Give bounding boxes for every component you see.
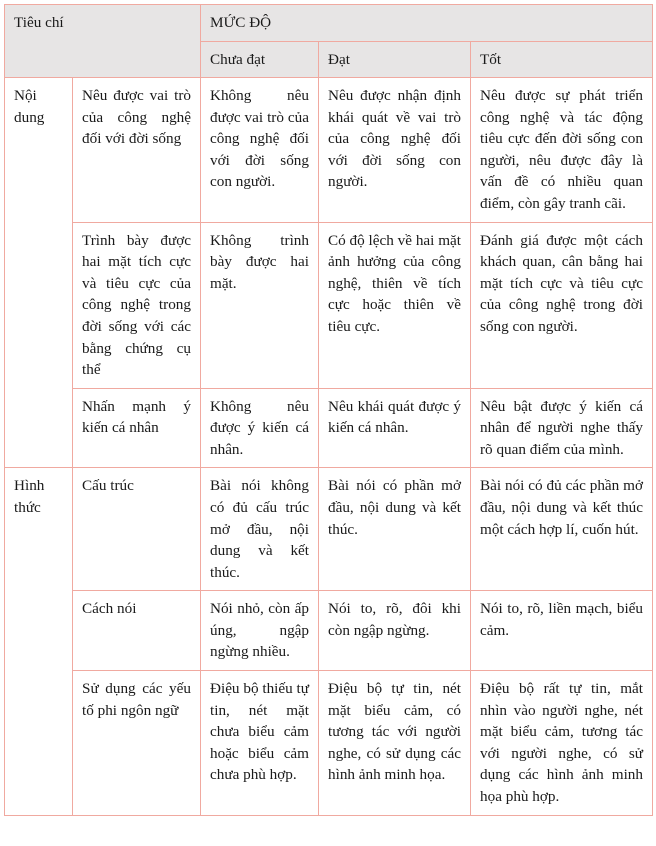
header-level-3: Tốt (471, 41, 653, 78)
level-3-cell: Bài nói có đủ các phần mở đầu, nội dung và kết thúc một cách hợp lí, cuốn hút. (471, 468, 653, 591)
level-1-cell: Không nêu được vai trò của công nghệ đối với đời sống con người. (201, 78, 319, 222)
level-1-cell: Điệu bộ thiếu tự tin, nét mặt chưa biểu cảm hoặc biểu cảm chưa phù hợp. (201, 671, 319, 815)
level-2-cell: Điệu bộ tự tin, nét mặt biểu cảm, có tương tác với người nghe, có sử dụng các hình ảnh minh họa. (319, 671, 471, 815)
section-label-form: Hình thức (5, 468, 73, 815)
header-level-2: Đạt (319, 41, 471, 78)
section-label-content: Nội dung (5, 78, 73, 468)
level-3-cell: Nêu được sự phát triển công nghệ và tác động tiêu cực đến đời sống con người, nêu được đây là vấn đề có nhiều quan điểm, còn gây tranh cãi. (471, 78, 653, 222)
level-3-cell: Nêu bật được ý kiến cá nhân để người nghe thấy rõ quan điểm của mình. (471, 388, 653, 468)
level-1-cell: Nói nhỏ, còn ấp úng, ngập ngừng nhiều. (201, 591, 319, 671)
header-criteria: Tiêu chí (5, 5, 201, 78)
table-row (5, 78, 653, 222)
level-3-cell: Nói to, rõ, liền mạch, biểu cảm. (471, 591, 653, 671)
criterion-cell: Cấu trúc (73, 468, 201, 591)
criterion-cell: Nhấn mạnh ý kiến cá nhân (73, 388, 201, 468)
assessment-rubric-table (4, 4, 653, 816)
level-2-cell: Bài nói có phần mở đầu, nội dung và kết thúc. (319, 468, 471, 591)
level-3-cell: Điệu bộ rất tự tin, mắt nhìn vào người nghe, nét mặt biểu cảm, tương tác với người nghe, có sử dụng các hình ảnh minh họa phù hợp. (471, 671, 653, 815)
criterion-cell: Sử dụng các yếu tố phi ngôn ngữ (73, 671, 201, 815)
level-1-cell: Không trình bày được hai mặt. (201, 222, 319, 388)
header-levels: MỨC ĐỘ (201, 5, 653, 42)
level-3-cell: Đánh giá được một cách khách quan, cân bằng hai mặt tích cực và tiêu cực của công nghệ trong đời sống con người. (471, 222, 653, 388)
level-1-cell: Không nêu được ý kiến cá nhân. (201, 388, 319, 468)
criterion-cell: Nêu được vai trò của công nghệ đối với đời sống (73, 78, 201, 222)
table-row (5, 388, 653, 468)
table-body (5, 78, 653, 815)
header-row-1 (5, 5, 653, 42)
criterion-cell: Trình bày được hai mặt tích cực và tiêu cực của công nghệ trong đời sống với các bằng chứng cụ thể (73, 222, 201, 388)
table-row (5, 671, 653, 815)
level-2-cell: Nêu được nhận định khái quát về vai trò của công nghệ đối với đời sống con người. (319, 78, 471, 222)
table-row (5, 591, 653, 671)
level-2-cell: Có độ lệch về hai mặt ảnh hưởng của công nghệ, thiên về tích cực hoặc thiên về tiêu cực. (319, 222, 471, 388)
criterion-cell: Cách nói (73, 591, 201, 671)
table-header (5, 5, 653, 78)
table-row (5, 222, 653, 388)
level-1-cell: Bài nói không có đủ cấu trúc mở đầu, nội dung và kết thúc. (201, 468, 319, 591)
table-row (5, 468, 653, 591)
level-2-cell: Nói to, rõ, đôi khi còn ngập ngừng. (319, 591, 471, 671)
level-2-cell: Nêu khái quát được ý kiến cá nhân. (319, 388, 471, 468)
header-level-1: Chưa đạt (201, 41, 319, 78)
